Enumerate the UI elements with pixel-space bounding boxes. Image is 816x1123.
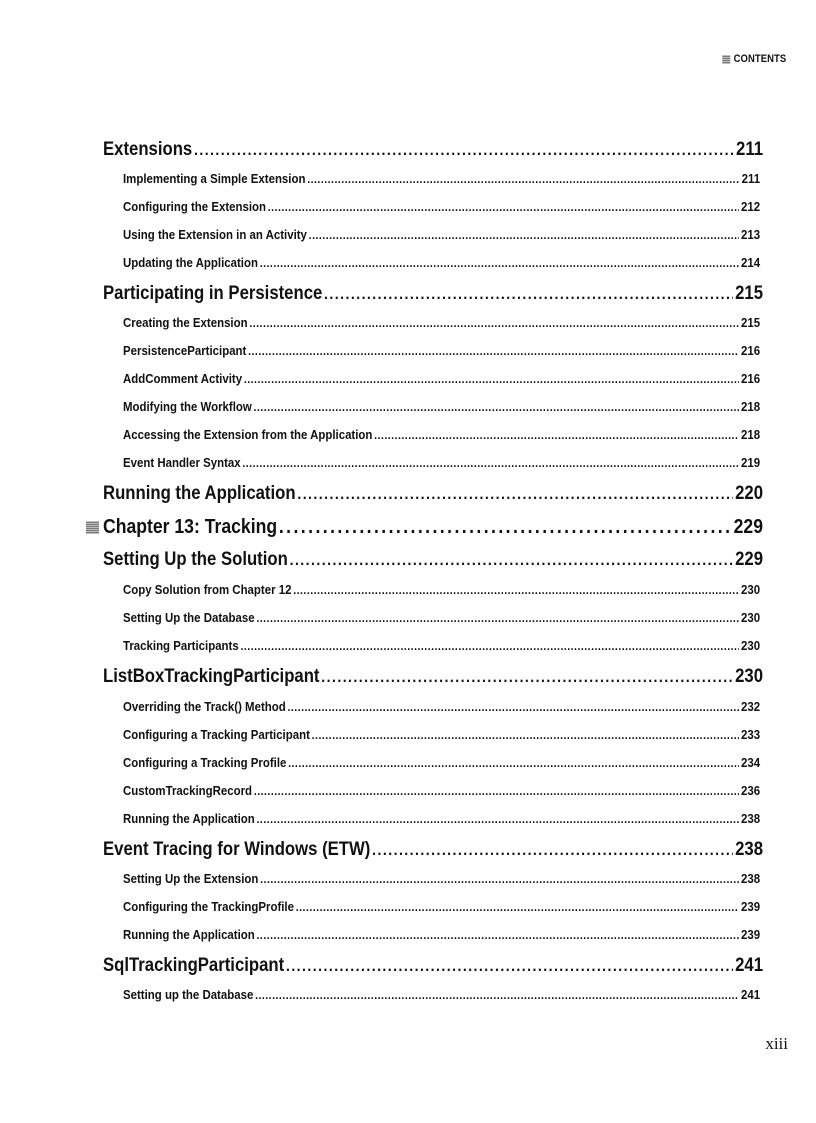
toc-entry-subsection[interactable] (123, 699, 760, 715)
toc-entry-page-number: 232 (741, 699, 761, 714)
toc-entry-page-number: 213 (741, 227, 761, 242)
toc-entry-page-number: 229 (733, 516, 763, 538)
toc-entry-title: Chapter 13: Tracking (103, 516, 278, 538)
toc-entry-title: Copy Solution from Chapter 12 (123, 582, 292, 597)
toc-entry-title: Configuring a Tracking Participant (123, 727, 310, 742)
dot-leader (248, 344, 739, 358)
dot-leader (293, 583, 739, 597)
dot-leader (255, 988, 739, 1002)
toc-entry-page-number: 216 (741, 343, 761, 358)
dot-leader (321, 669, 733, 687)
toc-entry-subsection[interactable] (123, 811, 760, 827)
toc-entry-title: Participating in Persistence (103, 283, 323, 304)
toc-entry-title: Setting up the Database (123, 987, 254, 1002)
toc-entry-subsection[interactable] (123, 227, 760, 243)
toc-entry-section[interactable] (103, 549, 763, 573)
toc-entry-subsection[interactable] (123, 399, 760, 415)
toc-entry-title: Event Tracing for Windows (ETW) (103, 839, 371, 860)
page-number: xiii (765, 1034, 788, 1053)
toc-entry-page-number: 219 (741, 455, 761, 470)
dot-leader (242, 456, 739, 470)
dot-leader (268, 200, 740, 214)
toc-entry-page-number: 230 (741, 610, 761, 625)
toc-entry-title: CustomTrackingRecord (123, 783, 253, 798)
dot-leader (288, 756, 739, 770)
toc-entry-subsection[interactable] (123, 987, 760, 1003)
toc-entry-section[interactable] (103, 139, 763, 163)
toc-entry-title: Running the Application (123, 927, 255, 942)
dot-leader (290, 552, 734, 570)
dot-leader (286, 958, 733, 976)
toc-entry-title: Running the Application (123, 811, 255, 826)
toc-entry-page-number: 241 (735, 955, 763, 976)
toc-entry-page-number: 239 (741, 927, 761, 942)
toc-entry-subsection[interactable] (123, 199, 760, 215)
toc-entry-title: Setting Up the Extension (123, 871, 259, 886)
toc-entry-subsection[interactable] (123, 610, 760, 626)
toc-entry-title: Configuring a Tracking Profile (123, 755, 287, 770)
toc-entry-title: Setting Up the Database (123, 610, 255, 625)
toc-entry-subsection[interactable] (123, 871, 760, 887)
dot-leader (194, 142, 734, 160)
toc-entry-title: Setting Up the Solution (103, 549, 288, 570)
toc-entry-title: SqlTrackingParticipant (103, 955, 285, 976)
dot-leader (374, 428, 739, 442)
dot-leader (309, 228, 740, 242)
toc-entry-title: Tracking Participants (123, 638, 239, 653)
toc-entry-page-number: 229 (735, 549, 763, 570)
toc-entry-chapter[interactable] (103, 516, 763, 542)
dot-leader (307, 172, 740, 186)
dot-leader (279, 516, 732, 539)
toc-entry-subsection[interactable] (123, 727, 760, 743)
toc-entry-page-number: 241 (741, 987, 761, 1002)
toc-entry-subsection[interactable] (123, 638, 760, 654)
toc-entry-title: Implementing a Simple Extension (123, 171, 306, 186)
toc-entry-subsection[interactable] (123, 171, 760, 187)
toc-entry-title: Configuring the TrackingProfile (123, 899, 294, 914)
dot-leader (257, 928, 740, 942)
toc-entry-page-number: 233 (741, 727, 761, 742)
toc-entry-subsection[interactable] (123, 582, 760, 598)
toc-entry-page-number: 230 (735, 666, 763, 687)
toc-entry-subsection[interactable] (123, 899, 760, 915)
dot-leader (297, 486, 733, 504)
toc-entry-title: Configuring the Extension (123, 199, 266, 214)
toc-entry-title: Extensions (103, 139, 193, 160)
dot-leader (372, 842, 733, 860)
toc-entry-title: Event Handler Syntax (123, 455, 241, 470)
toc-entry-page-number: 215 (735, 283, 763, 304)
toc-entry-title: Overriding the Track() Method (123, 699, 286, 714)
toc-entry-page-number: 238 (741, 871, 761, 886)
toc-entry-section[interactable] (103, 955, 763, 979)
dot-leader (296, 900, 740, 914)
toc-entry-page-number: 238 (735, 839, 763, 860)
toc-entry-section[interactable] (103, 839, 763, 863)
dot-leader (312, 728, 740, 742)
dot-leader (324, 286, 733, 304)
dot-leader (254, 784, 739, 798)
toc-entry-title: PersistenceParticipant (123, 343, 247, 358)
toc-entry-subsection[interactable] (123, 343, 760, 359)
toc-entry-page-number: 230 (741, 582, 761, 597)
running-head (722, 53, 786, 65)
dot-leader (257, 812, 740, 826)
dot-leader (260, 872, 739, 886)
toc-entry-page-number: 230 (741, 638, 761, 653)
chapter-square-icon (86, 521, 99, 534)
toc-entry-page-number: 212 (741, 199, 761, 214)
square-bullet-icon (722, 55, 730, 64)
toc-entry-title: Creating the Extension (123, 315, 248, 330)
toc-entry-title: ListBoxTrackingParticipant (103, 666, 320, 687)
toc-entry-subsection[interactable] (123, 255, 760, 271)
toc-entry-subsection[interactable] (123, 455, 760, 471)
toc-entry-subsection[interactable] (123, 755, 760, 771)
dot-leader (249, 316, 739, 330)
toc-entry-subsection[interactable] (123, 315, 760, 331)
toc-entry-title: Running the Application (103, 483, 296, 504)
toc-entry-page-number: 216 (741, 371, 761, 386)
toc-entry-title: Updating the Application (123, 255, 258, 270)
toc-entry-subsection[interactable] (123, 427, 760, 443)
toc-entry-section[interactable] (103, 666, 763, 690)
toc-entry-title: Accessing the Extension from the Application (123, 427, 373, 442)
dot-leader (244, 372, 739, 386)
toc-entry-subsection[interactable] (123, 927, 760, 943)
toc-entry-title: Using the Extension in an Activity (123, 227, 307, 242)
toc-entry-section[interactable] (103, 483, 763, 507)
dot-leader (254, 400, 740, 414)
toc-entry-page-number: 239 (741, 899, 761, 914)
toc-entry-page-number: 211 (736, 139, 763, 160)
dot-leader (256, 611, 739, 625)
toc-entry-page-number: 234 (741, 755, 761, 770)
toc-entry-page-number: 220 (735, 483, 763, 504)
toc-entry-page-number: 214 (741, 255, 761, 270)
toc-entry-title: Modifying the Workflow (123, 399, 252, 414)
toc-entry-page-number: 218 (741, 427, 761, 442)
dot-leader (240, 639, 739, 653)
toc-entry-subsection[interactable] (123, 783, 760, 799)
toc-entry-page-number: 211 (741, 171, 761, 186)
toc-entry-page-number: 236 (741, 783, 761, 798)
toc-entry-title: AddComment Activity (123, 371, 243, 386)
toc-entry-page-number: 218 (741, 399, 761, 414)
dot-leader (260, 256, 740, 270)
running-head-text: CONTENTS (733, 53, 786, 65)
dot-leader (287, 700, 739, 714)
toc-entry-section[interactable] (103, 283, 763, 307)
toc-entry-page-number: 238 (741, 811, 761, 826)
toc-entry-subsection[interactable] (123, 371, 760, 387)
toc-entry-page-number: 215 (741, 315, 761, 330)
